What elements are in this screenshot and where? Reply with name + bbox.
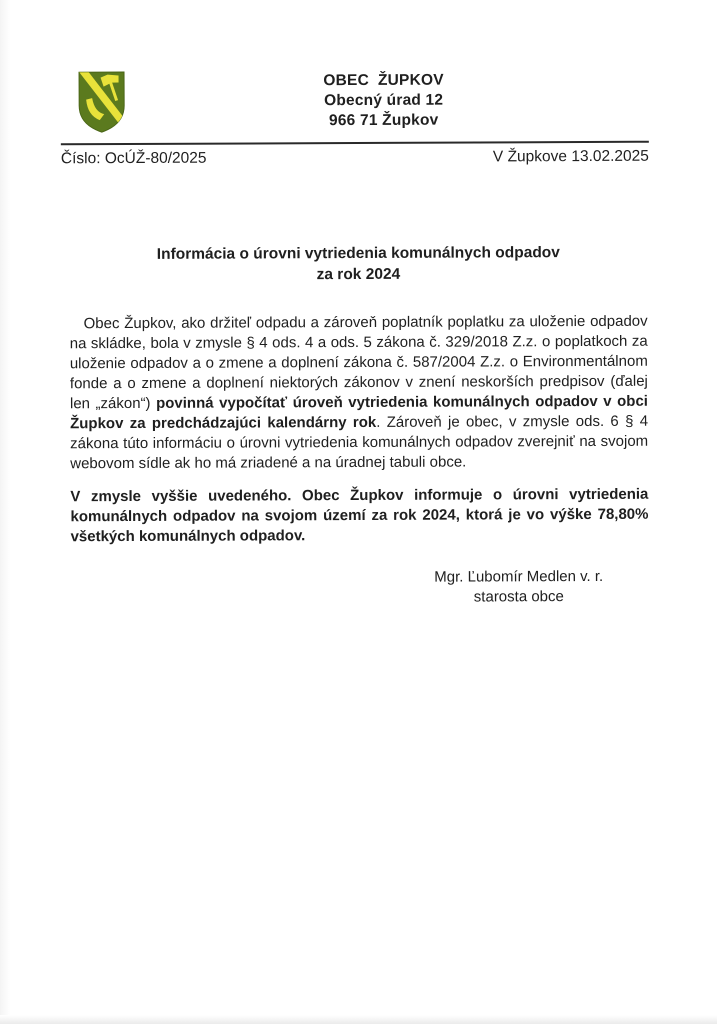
paragraph-legal-basis xyxy=(70,312,649,475)
signature-block xyxy=(399,567,639,608)
letterhead xyxy=(264,70,504,131)
document-title-line2: za rok 2024 xyxy=(316,265,401,284)
document-number: Číslo: OcÚŽ-80/2025 xyxy=(60,149,207,168)
zupkov-coat-of-arms-icon xyxy=(77,70,127,134)
paragraph-legal-basis-bold: povinná vypočítať úroveň vytriedenia komunálnych odpadov v obci Župkov za predchádzajúci kalendárny rok xyxy=(70,392,649,433)
paragraph-legal-basis-text2: . Zároveň je obec, v zmysle ods. 6 § 4 zákona túto informáciu o úrovni vytriedenia komunálnych odpadov zverejniť na svojom webovom sídle ak ho má zriadené a na úradnej tabuli obce. xyxy=(70,412,649,473)
document-title-line1: Informácia o úrovni vytriedenia komunálnych odpadov xyxy=(156,244,560,263)
paragraph-legal-basis-text: Obec Župkov, ako držiteľ odpadu a zároveň poplatník poplatku za uloženie odpadov na skládke, bola v zmysle § 4 ods. 4 a ods. 5 zákona č. 329/2018 Z.z. o poplatkoch za uloženie odpadov a o zmene a doplnení zákona č. 587/2004 Z.z. o Environmentálnom fonde a o zmene a doplnení niektorých zákonov v znení neskorších predpisov (ďalej len „zákon“) xyxy=(69,312,648,413)
meta-row xyxy=(61,147,649,170)
coat-of-arms-svg xyxy=(77,70,127,134)
letter-body xyxy=(69,242,649,610)
signatory-role: starosta obce xyxy=(473,588,564,606)
org-address-line2: 966 71 Župkov xyxy=(328,111,439,130)
org-address-line1: Obecný úrad 12 xyxy=(324,91,444,110)
document-title xyxy=(69,242,647,287)
paragraph-announcement: V zmysle vyššie uvedeného. Obec Župkov informuje o úrovni vytriedenia komunálnych odpadov na svojom území za rok 2024, ktorá je vo výške 78,80% všetkých komunálnych odpadov. xyxy=(70,485,649,546)
signatory-name: Mgr. Ľubomír Medlen v. r. xyxy=(434,567,604,586)
header-divider xyxy=(61,141,649,146)
org-name: OBEC ŽUPKOV xyxy=(323,71,444,90)
place-and-date: V Župkove 13.02.2025 xyxy=(492,147,649,166)
